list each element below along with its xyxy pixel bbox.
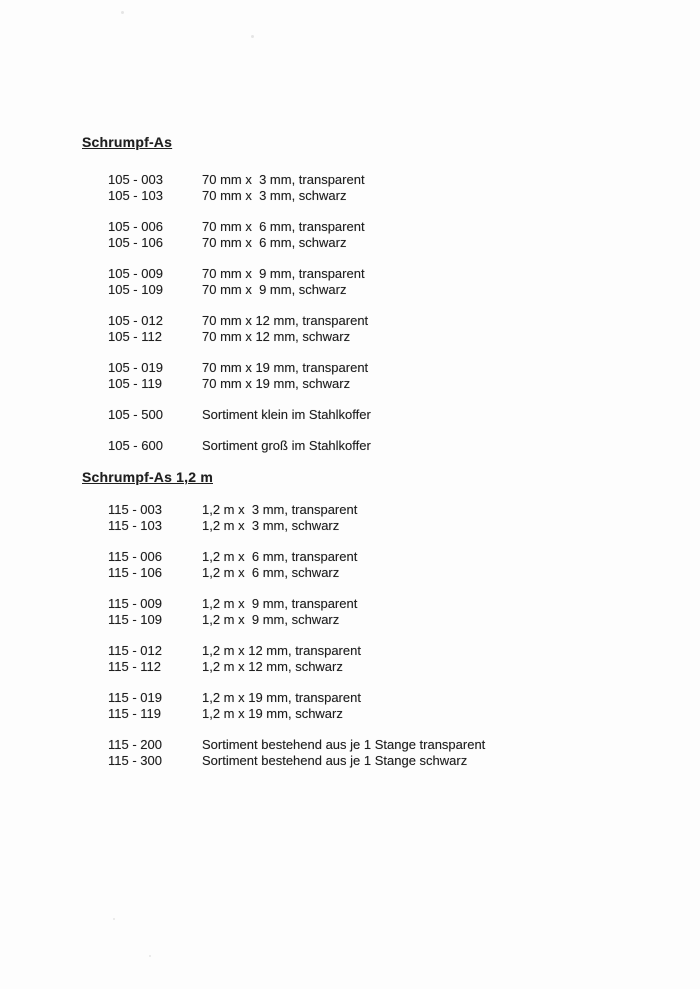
- section-heading: Schrumpf-As 1,2 m: [82, 469, 213, 485]
- product-group: [0, 549, 700, 581]
- product-code: 105 - 106: [108, 235, 163, 250]
- product-description: 1,2 m x 19 mm, schwarz: [202, 706, 343, 721]
- product-code: 105 - 500: [108, 407, 163, 422]
- product-description: 1,2 m x 9 mm, schwarz: [202, 612, 340, 627]
- product-group: [0, 438, 700, 454]
- product-description: 70 mm x 12 mm, schwarz: [202, 329, 351, 344]
- product-code: 115 - 019: [108, 690, 162, 705]
- product-row: [108, 753, 700, 769]
- product-group: [0, 407, 700, 423]
- product-description: 70 mm x 3 mm, transparent: [202, 172, 365, 187]
- section-heading: Schrumpf-As: [82, 134, 173, 150]
- product-code: 105 - 012: [108, 313, 163, 328]
- product-group: [0, 219, 700, 251]
- product-description: 70 mm x 19 mm, schwarz: [202, 376, 351, 391]
- product-row: [108, 172, 700, 188]
- product-code: 115 - 006: [108, 549, 162, 564]
- scan-speckle: [113, 918, 115, 920]
- scan-speckle: [121, 11, 124, 14]
- product-code: 105 - 600: [108, 438, 163, 453]
- product-code: 105 - 009: [108, 266, 163, 281]
- section-schrumpf-as-1-2-m: [0, 469, 700, 769]
- product-code: 105 - 019: [108, 360, 163, 375]
- product-code: 115 - 200: [108, 737, 162, 752]
- product-row: [108, 360, 700, 376]
- product-row: [108, 219, 700, 235]
- product-row: [108, 282, 700, 298]
- product-code: 105 - 006: [108, 219, 163, 234]
- product-group: [0, 502, 700, 534]
- product-description: Sortiment groß im Stahlkoffer: [202, 438, 371, 453]
- product-description: 1,2 m x 3 mm, schwarz: [202, 518, 340, 533]
- product-code: 115 - 106: [108, 565, 162, 580]
- product-code: 105 - 112: [108, 329, 162, 344]
- product-row: [108, 438, 700, 454]
- product-description: 1,2 m x 3 mm, transparent: [202, 502, 358, 517]
- product-row: [108, 313, 700, 329]
- product-description: 1,2 m x 19 mm, transparent: [202, 690, 361, 705]
- product-description: 70 mm x 19 mm, transparent: [202, 360, 369, 375]
- product-row: [108, 737, 700, 753]
- product-code: 115 - 119: [108, 706, 162, 721]
- product-group: [0, 360, 700, 392]
- product-code: 105 - 003: [108, 172, 163, 187]
- product-description: 70 mm x 6 mm, schwarz: [202, 235, 347, 250]
- product-code: 115 - 112: [108, 659, 162, 674]
- product-row: [108, 266, 700, 282]
- product-group: [0, 643, 700, 675]
- product-description: Sortiment bestehend aus je 1 Stange transparent: [202, 737, 486, 752]
- product-description: 70 mm x 9 mm, schwarz: [202, 282, 347, 297]
- product-description: 1,2 m x 12 mm, transparent: [202, 643, 361, 658]
- product-code: 115 - 300: [108, 753, 162, 768]
- product-description: 1,2 m x 6 mm, transparent: [202, 549, 358, 564]
- product-row: [108, 549, 700, 565]
- product-group: [0, 172, 700, 204]
- product-description: Sortiment klein im Stahlkoffer: [202, 407, 371, 422]
- product-row: [108, 235, 700, 251]
- product-description: 1,2 m x 6 mm, schwarz: [202, 565, 340, 580]
- product-description: 70 mm x 3 mm, schwarz: [202, 188, 347, 203]
- product-row: [108, 188, 700, 204]
- product-row: [108, 376, 700, 392]
- product-description: Sortiment bestehend aus je 1 Stange schwarz: [202, 753, 468, 768]
- product-row: [108, 690, 700, 706]
- product-group: [0, 313, 700, 345]
- product-code: 115 - 103: [108, 518, 162, 533]
- product-row: [108, 329, 700, 345]
- product-row: [108, 502, 700, 518]
- product-description: 1,2 m x 9 mm, transparent: [202, 596, 358, 611]
- product-code: 115 - 012: [108, 643, 162, 658]
- product-code: 115 - 109: [108, 612, 162, 627]
- product-row: [108, 565, 700, 581]
- product-row: [108, 596, 700, 612]
- product-description: 70 mm x 9 mm, transparent: [202, 266, 365, 281]
- scan-speckle: [251, 35, 254, 38]
- product-code: 115 - 003: [108, 502, 162, 517]
- product-row: [108, 659, 700, 675]
- product-description: 70 mm x 6 mm, transparent: [202, 219, 365, 234]
- scan-speckle: [149, 955, 151, 957]
- product-group: [0, 690, 700, 722]
- product-group: [0, 266, 700, 298]
- product-code: 105 - 109: [108, 282, 163, 297]
- product-row: [108, 643, 700, 659]
- product-code: 105 - 103: [108, 188, 163, 203]
- product-code: 105 - 119: [108, 376, 162, 391]
- section-schrumpf-as: [0, 134, 700, 454]
- product-group: [0, 737, 700, 769]
- product-group: [0, 596, 700, 628]
- product-row: [108, 518, 700, 534]
- product-description: 70 mm x 12 mm, transparent: [202, 313, 369, 328]
- product-row: [108, 612, 700, 628]
- product-row: [108, 706, 700, 722]
- product-code: 115 - 009: [108, 596, 162, 611]
- product-description: 1,2 m x 12 mm, schwarz: [202, 659, 343, 674]
- product-row: [108, 407, 700, 423]
